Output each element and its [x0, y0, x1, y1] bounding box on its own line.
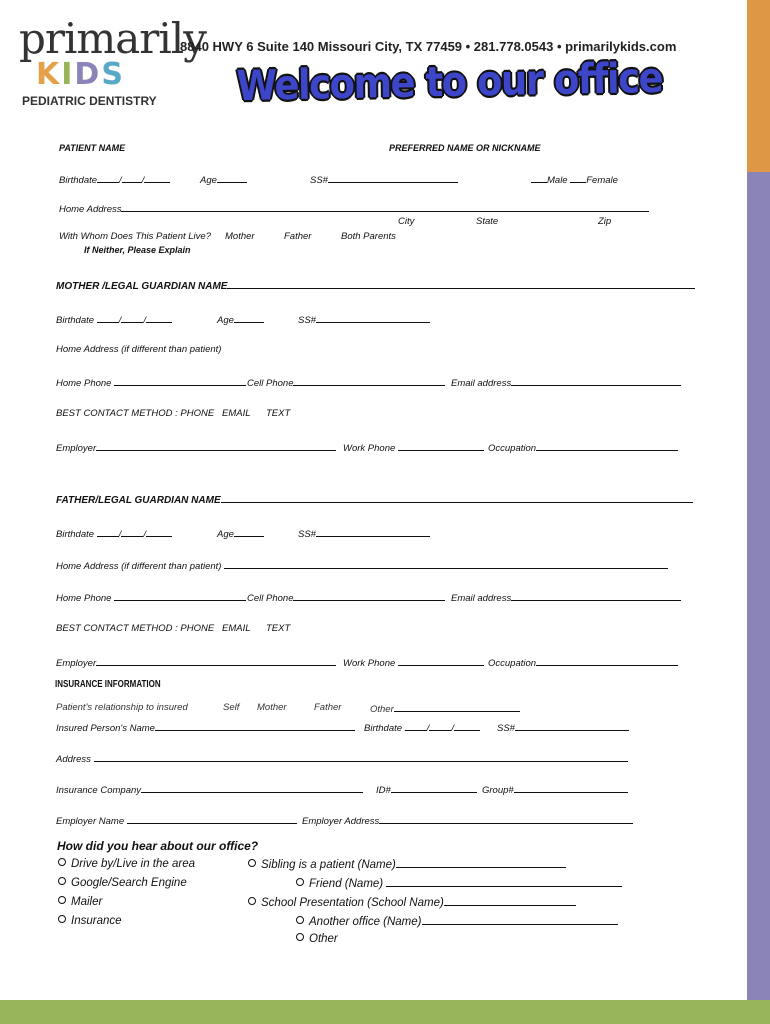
- mother-age-field[interactable]: [217, 313, 264, 326]
- office-address: 8840 HWY 6 Suite 140 Missouri City, TX 77459 • 281.778.0543 • primarilykids.com: [180, 39, 677, 54]
- purple-side-strip: [747, 172, 770, 1000]
- mother-ss-label: SS#: [298, 315, 316, 326]
- logo-wordmark: primarily: [19, 14, 206, 63]
- radio-circle-icon: [248, 897, 256, 905]
- lives-with-both-option[interactable]: Both Parents: [341, 231, 396, 242]
- green-bottom-strip: [0, 1000, 770, 1024]
- mother-cell-phone-field[interactable]: [247, 376, 445, 389]
- patient-ss-label: SS#: [310, 175, 328, 186]
- patient-gender-field[interactable]: [531, 173, 618, 186]
- mother-contact-label: BEST CONTACT METHOD : PHONE: [56, 408, 215, 419]
- hear-option-friend[interactable]: [296, 877, 622, 890]
- insured-name-label: Insured Person's Name: [56, 723, 155, 734]
- father-birthdate-field[interactable]: Birthdate / /: [56, 527, 172, 540]
- city-label: City: [398, 216, 415, 227]
- insurance-id-label: ID#: [376, 785, 391, 796]
- hear-option-other[interactable]: [296, 933, 338, 945]
- employer-address-field[interactable]: [302, 814, 633, 827]
- preferred-name-label: PREFERRED NAME OR NICKNAME: [389, 143, 541, 153]
- mother-occupation-label: Occupation: [488, 443, 537, 454]
- lives-with-mother-option[interactable]: Mother: [225, 231, 255, 242]
- patient-birthdate-label: Birthdate: [59, 175, 98, 186]
- insured-name-field[interactable]: [56, 721, 355, 734]
- hear-school-label: School Presentation (School Name): [261, 897, 444, 909]
- mother-contact-text-option[interactable]: TEXT: [266, 408, 291, 419]
- orange-side-strip: [747, 0, 770, 172]
- insurance-company-label: Insurance Company: [56, 785, 142, 796]
- hear-option-label: Drive by/Live in the area: [71, 858, 196, 870]
- logo-kids-k: K: [36, 57, 62, 92]
- father-email-field[interactable]: [451, 591, 681, 604]
- female-label: Female: [586, 175, 618, 186]
- insurance-group-field[interactable]: [482, 783, 628, 796]
- mother-email-label: Email address: [451, 378, 512, 389]
- insured-birthdate-label: Birthdate: [364, 723, 403, 734]
- father-work-phone-label: Work Phone: [343, 658, 396, 669]
- relationship-mother-option[interactable]: Mother: [257, 702, 287, 713]
- patient-ss-field[interactable]: [310, 173, 458, 186]
- mother-section-title: MOTHER /LEGAL GUARDIAN NAME: [56, 281, 228, 292]
- mother-employer-label: Employer: [56, 443, 97, 454]
- relationship-self-option[interactable]: Self: [223, 702, 240, 713]
- father-ss-label: SS#: [298, 529, 316, 540]
- mother-name-field[interactable]: [56, 279, 695, 292]
- insurance-section-title: INSURANCE INFORMATION: [55, 679, 161, 690]
- mother-home-phone-field[interactable]: [56, 376, 246, 389]
- logo-kids-d: D: [74, 57, 102, 92]
- father-employer-label: Employer: [56, 658, 97, 669]
- hear-option-label: Mailer: [71, 896, 103, 908]
- male-label: Male: [547, 175, 568, 186]
- insured-ss-label: SS#: [497, 723, 515, 734]
- insurance-group-label: Group#: [482, 785, 514, 796]
- hear-option-label: Google/Search Engine: [71, 877, 187, 889]
- relationship-other-field[interactable]: [370, 702, 520, 715]
- father-section-title: FATHER/LEGAL GUARDIAN NAME: [56, 495, 221, 506]
- patient-age-field[interactable]: [200, 173, 247, 186]
- employer-name-label: Employer Name: [56, 816, 125, 827]
- logo-subtitle: PEDIATRIC DENTISTRY: [22, 94, 157, 108]
- father-birthdate-label: Birthdate: [56, 529, 95, 540]
- hear-option-another-office[interactable]: [296, 915, 618, 928]
- mother-birthdate-field[interactable]: Birthdate / /: [56, 313, 172, 326]
- relationship-label: Patient's relationship to insured: [56, 702, 188, 713]
- hear-another-label: Another office (Name): [309, 916, 422, 928]
- father-cell-phone-label: Cell Phone: [247, 593, 294, 604]
- hear-option-google[interactable]: [58, 877, 187, 889]
- mother-email-field[interactable]: [451, 376, 681, 389]
- father-employer-field[interactable]: [56, 656, 336, 669]
- radio-circle-icon: [296, 933, 304, 941]
- lives-with-father-option[interactable]: Father: [284, 231, 312, 242]
- relationship-father-option[interactable]: Father: [314, 702, 342, 713]
- radio-circle-icon: [296, 916, 304, 924]
- mother-work-phone-label: Work Phone: [343, 443, 396, 454]
- mother-age-label: Age: [217, 315, 234, 326]
- radio-circle-icon: [296, 878, 304, 886]
- mother-ss-field[interactable]: [298, 313, 430, 326]
- radio-circle-icon: [58, 896, 66, 904]
- father-home-phone-label: Home Phone: [56, 593, 112, 604]
- mother-birthdate-label: Birthdate: [56, 315, 95, 326]
- logo-kids-i: I: [61, 57, 75, 92]
- father-contact-email-option[interactable]: EMAIL: [222, 623, 251, 634]
- hear-about-title: How did you hear about our office?: [57, 839, 259, 853]
- father-address-label: Home Address (if different than patient): [56, 561, 222, 572]
- mother-occupation-field[interactable]: [488, 441, 678, 454]
- father-occupation-label: Occupation: [488, 658, 537, 669]
- hear-friend-label: Friend (Name): [309, 878, 384, 890]
- patient-address-field[interactable]: [59, 202, 649, 215]
- radio-circle-icon: [58, 858, 66, 866]
- hear-option-school[interactable]: [248, 896, 576, 909]
- zip-label: Zip: [598, 216, 612, 227]
- radio-circle-icon: [248, 859, 256, 867]
- hear-option-insurance[interactable]: [58, 915, 122, 927]
- mother-contact-email-option[interactable]: EMAIL: [222, 408, 251, 419]
- radio-circle-icon: [58, 915, 66, 923]
- father-cell-phone-field[interactable]: [247, 591, 445, 604]
- mother-employer-field[interactable]: [56, 441, 336, 454]
- insured-ss-field[interactable]: [497, 721, 629, 734]
- hear-other-label: Other: [309, 933, 338, 945]
- father-address-field[interactable]: [56, 559, 668, 572]
- employer-address-label: Employer Address: [302, 816, 380, 827]
- logo-kids: [36, 57, 125, 92]
- welcome-heading: Welcome to our office: [236, 53, 663, 111]
- father-occupation-field[interactable]: [488, 656, 678, 669]
- hear-sibling-label: Sibling is a patient (Name): [261, 859, 396, 871]
- radio-circle-icon: [58, 877, 66, 885]
- father-contact-text-option[interactable]: TEXT: [266, 623, 291, 634]
- father-email-label: Email address: [451, 593, 512, 604]
- mother-cell-phone-label: Cell Phone: [247, 378, 294, 389]
- insured-address-field[interactable]: [56, 752, 628, 765]
- mother-address-label: Home Address (if different than patient): [56, 344, 222, 355]
- insurance-id-field[interactable]: [376, 783, 477, 796]
- father-work-phone-field[interactable]: [343, 656, 484, 669]
- patient-age-label: Age: [200, 175, 217, 186]
- hear-option-mailer[interactable]: [58, 896, 102, 908]
- employer-name-field[interactable]: [56, 814, 297, 827]
- insured-birthdate-field[interactable]: Birthdate / /: [364, 721, 480, 734]
- neither-explain-label: If Neither, Please Explain: [84, 245, 191, 255]
- father-ss-field[interactable]: [298, 527, 430, 540]
- state-label: State: [476, 216, 499, 227]
- father-home-phone-field[interactable]: [56, 591, 246, 604]
- hear-option-sibling[interactable]: [248, 858, 566, 871]
- mother-work-phone-field[interactable]: [343, 441, 484, 454]
- patient-address-label: Home Address: [59, 204, 122, 215]
- logo-kids-s: S: [101, 57, 125, 92]
- father-contact-label: BEST CONTACT METHOD : PHONE: [56, 623, 215, 634]
- patient-name-label: PATIENT NAME: [59, 143, 126, 153]
- insurance-company-field[interactable]: [56, 783, 363, 796]
- mother-home-phone-label: Home Phone: [56, 378, 112, 389]
- father-age-field[interactable]: [217, 527, 264, 540]
- insured-address-label: Address: [56, 754, 91, 765]
- hear-option-label: Insurance: [71, 915, 122, 927]
- hear-option-drive-by[interactable]: [58, 858, 195, 870]
- relationship-other-label: Other: [370, 704, 394, 715]
- patient-birthdate-field[interactable]: Birthdate / /: [59, 173, 170, 186]
- father-name-field[interactable]: [56, 493, 693, 506]
- lives-with-label: With Whom Does This Patient Live?: [59, 231, 211, 242]
- father-age-label: Age: [217, 529, 234, 540]
